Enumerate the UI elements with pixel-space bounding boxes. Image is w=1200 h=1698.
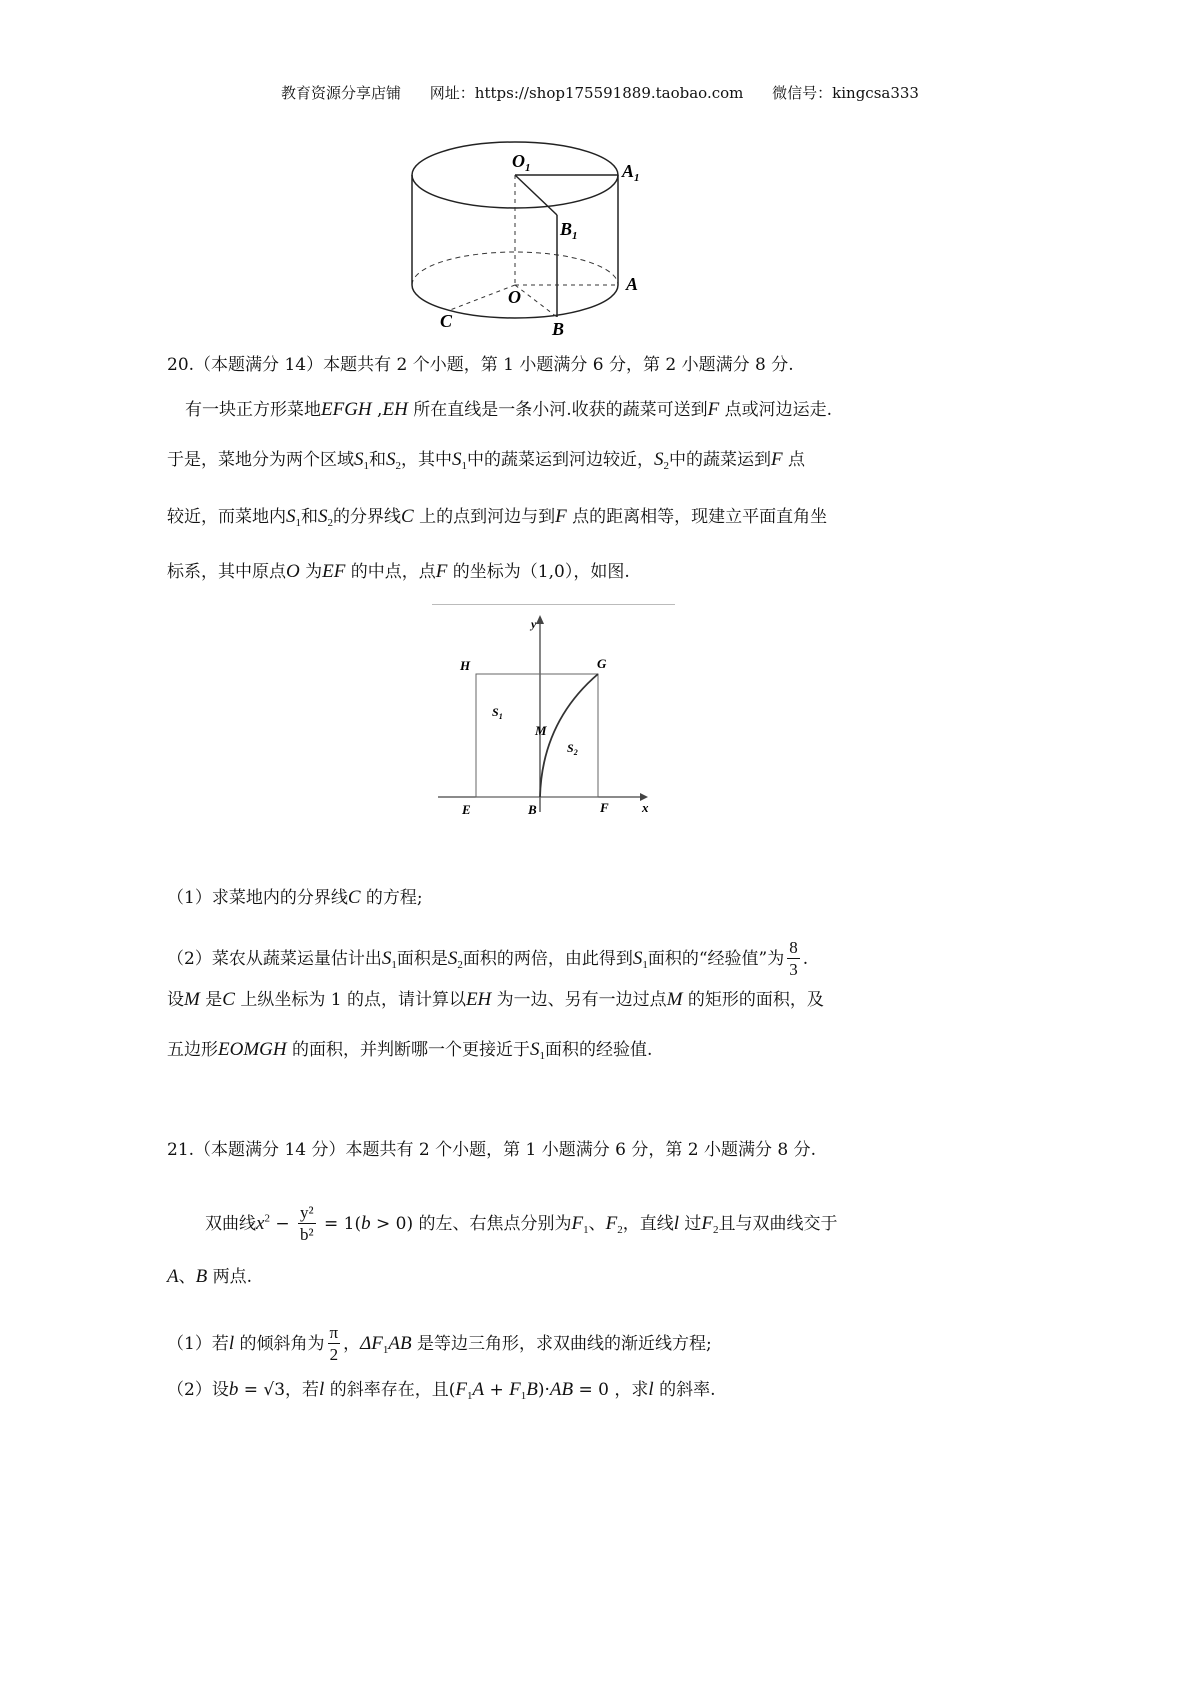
math-symbol [286,561,300,582]
math-symbol [286,506,301,527]
divider [432,604,675,605]
text-run: 两点. [207,1267,253,1287]
text-run: 是等边三角形，求双曲线的渐近线方程; [411,1334,712,1354]
label-C: C [440,311,453,331]
numerator: 8 [789,938,798,957]
math-symbol [388,1333,411,1354]
denominator: 3 [789,960,798,979]
text-run: 和 [369,450,386,470]
text-run: 标系，其中原点 [167,562,286,582]
subscript: 1 [583,1224,589,1236]
math-text: A [167,1266,179,1287]
q21-part1 [167,1323,712,1366]
label-H: H [460,658,471,673]
math-symbol [184,989,200,1010]
q20-part2-line [167,1038,652,1068]
label-B: B [528,802,537,817]
q20-para-line [167,448,805,478]
subscript: 1 [520,1390,527,1402]
math-symbol [348,887,361,908]
label-F: F [600,800,609,815]
math-text: ΔF [360,1333,383,1354]
text-run: 中的蔬菜运到河边较近， [467,450,654,470]
superscript: 2 [264,1212,270,1225]
label-S1: $S_1$ [492,705,503,721]
math-symbol [708,399,720,420]
math-symbol [218,1039,287,1060]
math-text: C [222,989,235,1010]
math-text: F [707,399,720,420]
text-run: 的面积，并判断哪一个更接近于 [286,1040,531,1060]
math-symbol [654,449,669,470]
text-run: 中的蔬菜运到 [669,450,771,470]
math-symbol [448,948,463,969]
math-text: AB [388,1333,412,1354]
label-M: M [535,723,547,738]
math-text: B [195,1266,208,1287]
label-O1: $O_1$ [512,151,531,174]
subscript: 1 [466,1390,473,1402]
text-run: 的斜率. [653,1380,716,1400]
math-text: F [605,1213,618,1234]
math-symbol [472,1379,484,1400]
text-run: 的方程; [360,888,423,908]
math-text: EH [465,989,492,1010]
math-text: M [184,989,200,1010]
math-text: l [673,1213,680,1234]
math-text: AB [549,1379,574,1400]
math-symbol [436,561,448,582]
math-text: M [666,989,683,1010]
math-symbol [361,1213,371,1234]
math-text: F [701,1213,714,1234]
q20-part2 [167,938,808,981]
q20-heading [167,353,794,377]
math-text: EOMGH [218,1039,287,1060]
math-text: EF [322,561,346,582]
text-run: 、 [178,1267,196,1287]
math-symbol [167,1266,179,1287]
label-A: A [626,274,639,294]
math-symbol [509,1379,526,1400]
numerator: y² [300,1203,314,1222]
math-symbol [196,1266,208,1287]
q20-para-line [185,398,832,422]
text-run: 为 [299,562,323,582]
math-symbol [229,1379,239,1400]
subscript: 2 [395,460,401,472]
text-run: 的分界线 [333,507,401,527]
q21-para-line [167,1265,252,1289]
subscript: 1 [642,959,648,971]
fraction [298,1203,316,1246]
text-run: 较近，而菜地内 [167,507,286,527]
subscript: 1 [363,460,369,472]
text-run: 、 [588,1214,606,1234]
math-symbol [452,449,467,470]
text-run: > 0) 的左、右焦点分别为 [370,1214,572,1234]
text-run: 的矩形的面积，及 [682,990,824,1010]
text-run: 面积的两倍，由此得到 [462,949,633,969]
label-G: G [597,656,607,671]
text-run: 五边形 [167,1040,218,1060]
text-run: 为一边、另有一边过点 [491,990,667,1010]
subscript: 1 [295,517,301,529]
denominator: b² [300,1225,314,1244]
wechat-id: 微信号：kingcsa333 [772,84,919,102]
label-B: B [552,319,565,339]
math-symbol [360,1333,388,1354]
q21-para-line [205,1203,838,1246]
math-symbol [386,449,401,470]
text-run: 双曲线 [205,1214,256,1234]
axis-x-label: x [642,800,649,815]
subscript: 2 [617,1224,623,1236]
text-run: 过 [679,1214,702,1234]
subscript: 1 [539,1050,546,1062]
text-run: = 1( [318,1214,362,1234]
text-run: ，直线 [622,1214,674,1234]
text-run: , [371,400,383,420]
q21-part2 [167,1378,716,1408]
math-symbol [701,1213,718,1234]
math-symbol [256,1213,270,1234]
subscript: 2 [663,460,669,472]
math-text: S [447,948,458,969]
axis-y-label: y [531,617,537,631]
text-run: 面积的经验值. [545,1040,653,1060]
text-run: （1）若 [167,1334,229,1354]
math-symbol [321,399,372,420]
math-text: O [286,561,300,582]
text-run: 上纵坐标为 1 的点，请计算以 [234,990,466,1010]
math-symbol [401,506,414,527]
text-run: （1）求菜地内的分界线 [167,888,348,908]
text-run: 的坐标为（1,0），如图. [447,562,630,582]
math-text: C [347,887,361,908]
q20-part1 [167,886,423,910]
text-run: （2）菜农从蔬菜运量估计出 [167,949,382,969]
text-run: （2）设 [167,1380,229,1400]
math-symbol [466,989,491,1010]
text-run: 面积的“经验值”为 [647,949,785,969]
math-symbol [222,989,235,1010]
math-text: S [632,948,643,969]
text-run: = √3，若 [238,1380,320,1400]
coordinate-figure [430,612,660,817]
subscript: 1 [382,1344,389,1356]
text-run: − [269,1214,295,1234]
text-run: ，其中 [401,450,452,470]
fraction [787,938,800,981]
math-text: C [401,506,414,527]
q20-para-line [167,505,827,535]
math-text: l [319,1379,325,1400]
text-run: 且与双曲线交于 [718,1214,838,1234]
math-text: l [228,1333,235,1354]
subscript: 2 [457,959,463,971]
label-O: O [508,287,521,307]
label-S2: $S_2$ [567,741,578,757]
math-text: l [648,1379,654,1400]
math-symbol [530,1039,545,1060]
math-symbol [322,561,345,582]
text-run: 的倾斜角为 [234,1334,325,1354]
math-symbol [633,948,648,969]
shop-url: 网址：https://shop175591889.taobao.com [429,84,744,102]
math-symbol [455,1379,472,1400]
math-text: F [555,506,567,527]
q20-para-line [167,560,630,584]
text-run: )· [537,1380,550,1400]
math-symbol [771,449,783,470]
math-symbol [667,989,683,1010]
math-symbol [550,1379,573,1400]
q20-part2-line [167,988,824,1012]
q21-heading [167,1138,816,1162]
math-symbol [606,1213,623,1234]
text-run: 有一块正方形菜地 [185,400,321,420]
math-text: A [472,1379,485,1400]
text-run: . [802,949,809,969]
subscript: 2 [713,1224,719,1236]
text-run: ， [343,1334,361,1354]
text-run: 20.（本题满分 14）本题共有 2 个小题，第 1 小题满分 6 分，第 2 小题满分 8 分. [167,355,794,375]
fraction [328,1323,341,1366]
math-text: x [256,1213,265,1234]
math-text: S [286,506,296,527]
math-text: F [455,1379,467,1400]
subscript: 1 [391,959,397,971]
text-run: 面积是 [396,949,448,969]
label-A1: $A_1$ [622,161,640,184]
cylinder-figure [400,135,660,340]
math-text: F [509,1379,521,1400]
text-run: = 0 ，求 [573,1380,649,1400]
text-run: 于是，菜地分为两个区域 [167,450,354,470]
text-run: 的斜率存在，且( [324,1380,456,1400]
math-text: S [530,1039,540,1060]
math-text: b [361,1213,371,1234]
math-text: S [452,449,462,470]
math-text: S [654,449,664,470]
math-text: EFGH [321,399,372,420]
math-symbol [382,948,397,969]
shop-name: 教育资源分享店铺 [281,84,402,102]
text-run: 设 [167,990,184,1010]
label-E: E [462,802,471,817]
math-symbol [572,1213,589,1234]
math-text: S [354,449,364,470]
subscript: 2 [327,517,333,529]
text-run: 所在直线是一条小河.收获的蔬菜可送到 [407,400,708,420]
math-text: S [386,449,396,470]
math-text: S [318,506,328,527]
text-run: 是 [199,990,223,1010]
denominator: 2 [329,1345,339,1364]
math-text: EH [382,399,408,420]
text-run: 21.（本题满分 14 分）本题共有 2 个小题，第 1 小题满分 6 分，第 2 小题满分 8 分. [167,1140,816,1160]
math-text: S [381,948,392,969]
math-symbol [318,506,333,527]
math-symbol [555,506,567,527]
math-symbol [382,399,407,420]
text-run: 点的距离相等，现建立平面直角坐 [566,507,828,527]
page-header [0,82,1200,103]
text-run: 点 [782,450,806,470]
text-run: 的中点，点 [345,562,436,582]
numerator: π [329,1323,339,1342]
math-text: F [571,1213,584,1234]
text-run: 上的点到河边与到 [413,507,556,527]
math-text: B [526,1379,538,1400]
math-symbol [354,449,369,470]
math-text: b [228,1379,239,1400]
text-run: + [484,1380,510,1400]
math-text: F [771,449,783,470]
label-B1: $B_1$ [560,219,578,242]
math-text: F [435,561,448,582]
text-run: 点或河边运走. [719,400,833,420]
subscript: 1 [461,460,467,472]
text-run: 和 [301,507,318,527]
math-symbol [526,1379,538,1400]
